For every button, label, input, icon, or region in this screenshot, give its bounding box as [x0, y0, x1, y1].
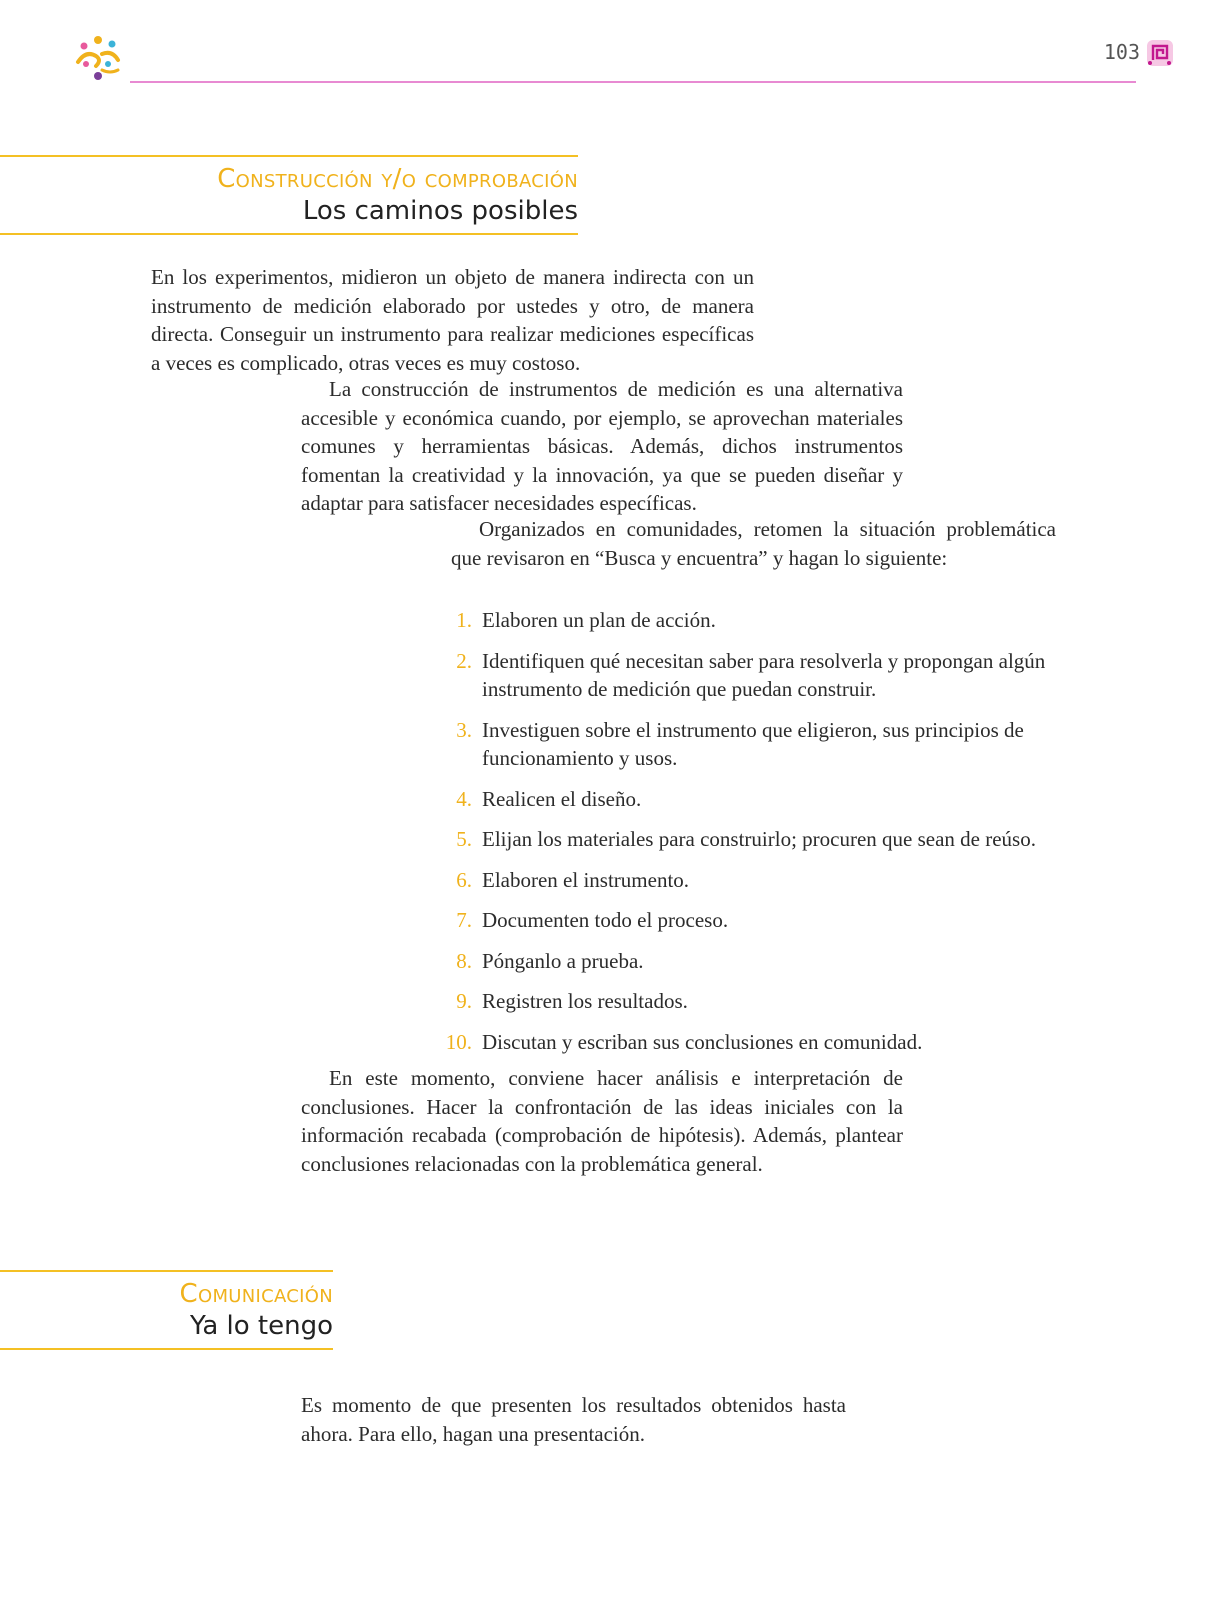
page-number: 103 — [1103, 40, 1140, 64]
list-item-number: 8. — [456, 948, 472, 973]
section-title: Comunicación — [179, 1279, 333, 1309]
list-item-text: Documenten todo el proceso. — [482, 908, 729, 932]
list-item-text: Elaboren el instrumento. — [482, 867, 690, 892]
list-item — [436, 785, 1066, 814]
list-item — [436, 866, 1066, 895]
header-rule — [130, 81, 1136, 83]
section-title: Construcción y/o comprobación — [217, 164, 578, 194]
list-item — [436, 1028, 1066, 1057]
list-item-text: Pónganlo a prueba. — [482, 948, 644, 973]
list-item — [436, 647, 1066, 704]
list-item-number: 2. — [456, 648, 472, 673]
list-item-number: 7. — [456, 908, 472, 932]
list-item-number: 3. — [456, 717, 472, 742]
task-list — [436, 606, 1066, 1068]
paragraph-construction: La construcción de instrumentos de medición es una alternativa accesible y económica cuando, por ejemplo, se aprovechan materiales comunes y herramientas básicas. Además, dichos instrumentos fomentan la creatividad y la innovación, ya que se pueden diseñar y adaptar para satisfacer necesidades específicas. — [301, 377, 903, 515]
list-item — [436, 987, 1066, 1016]
list-item-number: 9. — [456, 989, 472, 1013]
list-item — [436, 716, 1066, 773]
paragraph-instructions: Organizados en comunidades, retomen la situación problemática que revisaron en “Busca y encuentra” y hagan lo siguiente: — [451, 517, 1056, 570]
list-item-number: 5. — [456, 827, 472, 851]
list-item-number: 10. — [445, 1029, 472, 1054]
list-item — [436, 606, 1066, 635]
paragraph-presentation: Es momento de que presenten los resultados obtenidos hasta ahora. Para ello, hagan una presentación. — [301, 1393, 846, 1446]
colorful-dots-logo-icon — [72, 34, 124, 84]
list-item-number: 6. — [456, 867, 472, 892]
list-item-text: Registren los resultados. — [482, 989, 688, 1013]
section-heading-comunicacion — [0, 1270, 333, 1350]
section-subtitle: Ya lo tengo — [190, 1311, 333, 1341]
list-item-text: Identifiquen qué necesitan saber para resolverla y propongan algún instrumento de medición que puedan construir. — [482, 648, 1046, 701]
list-item-text: Elijan los materiales para construirlo; procuren que sean de reúso. — [482, 827, 1036, 851]
section-subtitle: Los caminos posibles — [302, 196, 578, 226]
list-item — [436, 906, 1066, 935]
heading-rule-bottom — [0, 233, 578, 235]
list-item-text: Investiguen sobre el instrumento que eligieron, sus principios de funcionamiento y usos. — [482, 717, 1024, 770]
list-item-number: 1. — [456, 608, 472, 632]
list-item-text: Discutan y escriban sus conclusiones en comunidad. — [482, 1029, 923, 1054]
paragraph-intro: En los experimentos, midieron un objeto de manera indirecta con un instrumento de medición elaborado por ustedes y otro, de manera directa. Conseguir un instrumento para realizar mediciones específicas a veces es complicado, otras veces es muy costoso. — [151, 265, 754, 375]
section-heading-construccion — [0, 155, 578, 235]
heading-rule-bottom — [0, 1348, 333, 1350]
list-item-text: Realicen el diseño. — [482, 786, 642, 811]
heading-rule-top — [0, 1270, 333, 1272]
list-item-text: Elaboren un plan de acción. — [482, 608, 716, 632]
list-item-number: 4. — [456, 786, 472, 811]
list-item — [436, 825, 1066, 854]
list-item — [436, 947, 1066, 976]
paragraph-conclusions: En este momento, conviene hacer análisis e interpretación de conclusiones. Hacer la confrontación de las ideas iniciales con la información recabada (comprobación de hipótesis). Además, plantear conclusiones relacionadas con la problemática general. — [301, 1066, 903, 1176]
heading-rule-top — [0, 155, 578, 157]
pink-spiral-glyph-icon — [1145, 38, 1175, 68]
